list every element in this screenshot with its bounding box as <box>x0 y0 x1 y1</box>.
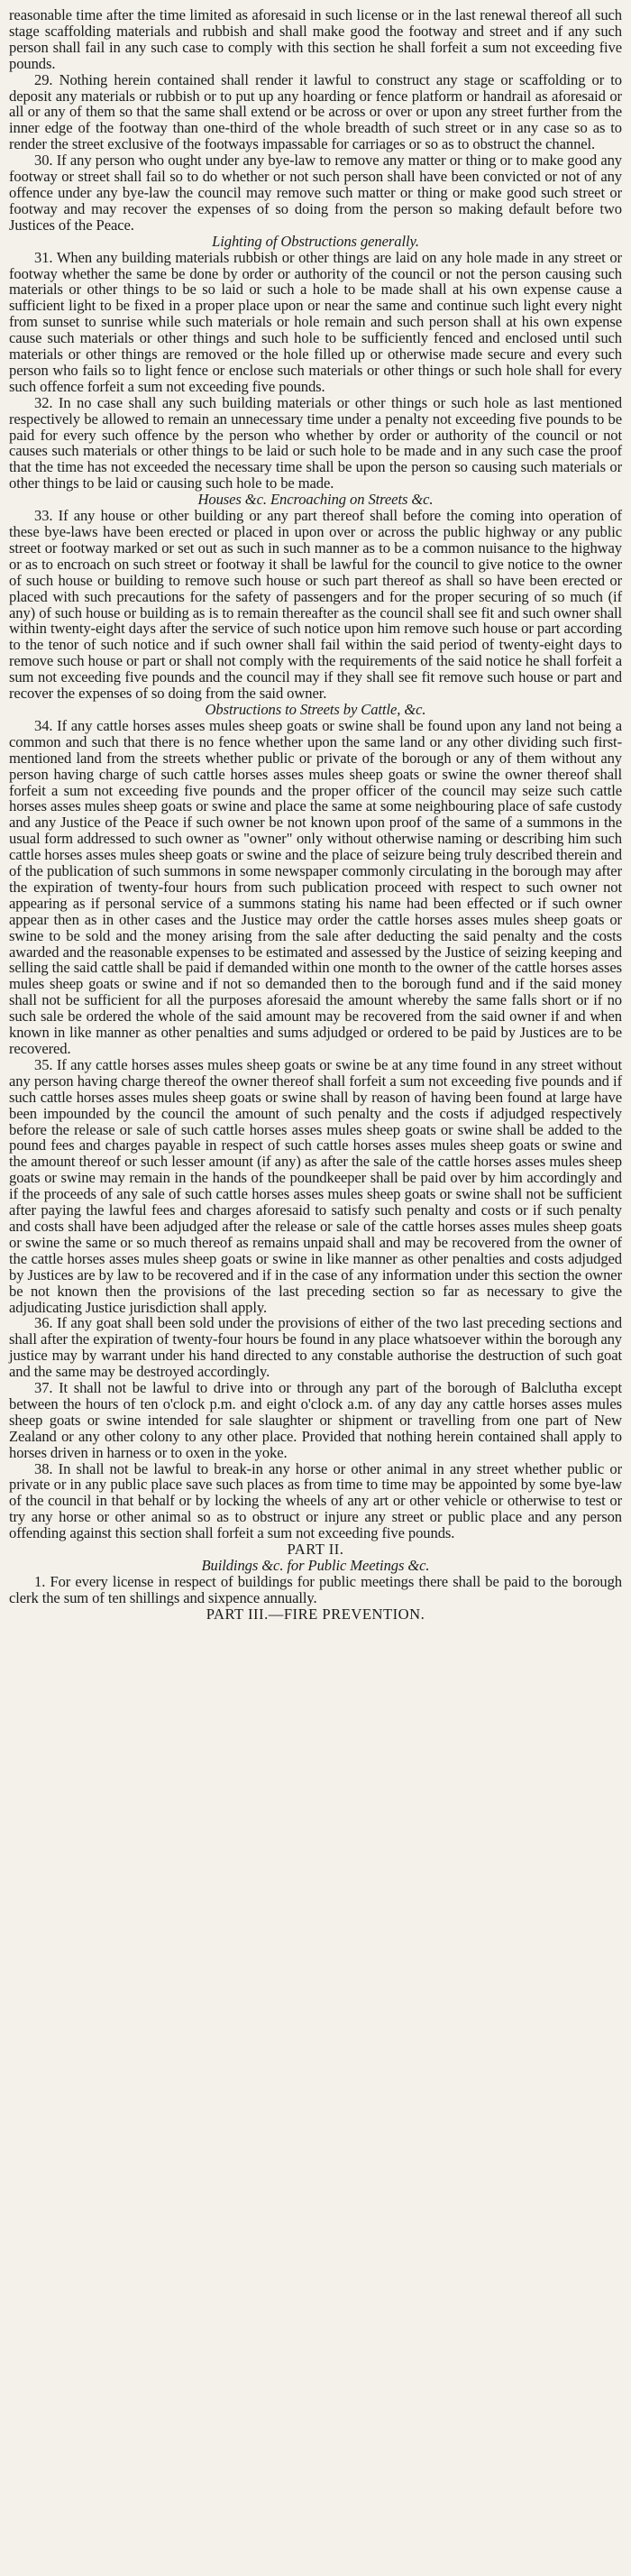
section-heading: Houses &c. Encroaching on Streets &c. <box>197 491 434 509</box>
section-heading: Buildings &c. for Public Meetings &c. <box>201 1557 430 1574</box>
paragraph: 29. Nothing herein contained shall render it lawful to construct any stage or scaffolding or to deposit any materials or rubbish or to put up any hoarding or fence platform or handrail as aforesaid or all or any of them so that the same shall extend or be across or over or upon any street further from the inner edge of the footway than one-third of the whole breadth of such street or in any case so as to render the street exclusive of the footways impassable for carriages or so as to obstruct the channel. <box>9 70 622 153</box>
paragraph: 38. In shall not be lawful to break-in any horse or other animal in any street whether public or private or in any public place save such places as from time to time may be appointed by some bye-law of the council in that behalf or by locking the wheels of any art or other vehicle or otherwise to test or try any horse or other animal so as to obstruct or injure any street or public place and any person offending against this section shall forfeit a sum not exceeding five pounds. <box>9 1459 622 1542</box>
paragraph: 30. If any person who ought under any bye-law to remove any matter or thing or to make good any footway or street shall fail so to do whether or not such person shall have been convicted or not of any offence under any bye-law the council may remove such matter or thing or make good such street or footway and may recover the expenses of so doing from the person so making default before two Justices of the Peace. <box>9 152 622 234</box>
part-heading: PART III.—FIRE PREVENTION. <box>206 1605 425 1623</box>
paragraph-continued: reasonable time after the time limited as aforesaid in such license or in the last renewal thereof all such stage scaffolding materials and rubbish and shall make good the footway and street and if any such person shall fail in any such case to comply with this section he shall forfeit a sum not exceeding five pounds. <box>9 6 622 72</box>
section-heading: Lighting of Obstructions generally. <box>212 232 419 250</box>
paragraph: 35. If any cattle horses asses mules sheep goats or swine be at any time found in any street without any person having charge thereof the owner thereof shall forfeit a sum not exceeding five pounds and if such cattle horses asses mules sheep goats or swine shall by reason of having been found at large have been impounded by the council the amount of such penalty and the costs if adjudged respectively before the release or sale of such cattle horses asses mules sheep goats or swine shall be added to the pound fees and charges payable in respect of such cattle horses asses mules sheep goats or swine and the amount thereof or such lesser amount (if any) as after the sale of the cattle horses asses mules sheep goats or swine may remain in the hands of the poundkeeper shall be paid over by him accordingly and if the proceeds of any sale of such cattle horses asses mules sheep goats or swine shall not be sufficient after paying the lawful fees and charges aforesaid to satisfy such penalty and costs or if such penalty and costs shall have been adjudged after the release or sale of the cattle horses asses mules sheep goats or swine the same or so much thereof as remains unpaid shall and may be recovered from the owner of the cattle horses asses mules sheep goats or swine in like manner as other penalties and costs adjudged by Justices are by law to be recovered and if in the case of any information under this section the owner be not known then the provisions of the last preceding section so far as necessary to give the adjudicating Justice jurisdiction shall apply. <box>9 1055 622 1316</box>
paragraph: 1. For every license in respect of buildings for public meetings there shall be paid to the borough clerk the sum of ten shillings and sixpence annually. <box>9 1572 622 1606</box>
section-heading: Obstructions to Streets by Cattle, &c. <box>205 700 426 718</box>
paragraph: 31. When any building materials rubbish or other things are laid on any hole made in any street or footway whether the same be done by order or authority of the council or not the person causing such materials or other things to be so laid or such a hole to be made shall at his own expense cause a sufficient light to be fixed in a proper place upon or near the same and continue such light every night from sunset to sunrise while such materials or hole remain and such person shall at his own expense cause such materials or other things and such hole to be sufficiently fenced and enclosed until such materials or other things are removed or the hole filled up or otherwise made secure and every such person who fails so to light fence or enclose such materials or other things or such hole shall for every such offence forfeit a sum not exceeding five pounds. <box>9 248 622 395</box>
part-heading: PART II. <box>287 1541 344 1559</box>
paragraph: 32. In no case shall any such building materials or other things or such hole as last mentioned respectively be allowed to remain an unnecessary time under a penalty not exceeding five pounds to be paid for every such offence by the person who whether by order or authority of the council or not causes such materials or other things to be laid or such hole to be made and in any such case the proof that the time has not exceeded the necessary time shall be upon the person so causing such materials or other things to be laid or causing such hole to be made. <box>9 393 622 492</box>
paragraph: 36. If any goat shall been sold under the provisions of either of the two last preceding sections and shall after the expiration of twenty-four hours be found in any place whatsoever within the borough any justice may by warrant under his hand directed to any constable authorise the destruction of such goat and the same may be destroyed accordingly. <box>9 1314 622 1381</box>
paragraph: 34. If any cattle horses asses mules sheep goats or swine shall be found upon any land not being a common and such that there is no fence whether upon the same land or any other dividing such first-mentioned land from the streets whether public or private of the borough or any of them without any person having charge of such cattle horses asses mules sheep goats or swine the owner thereof shall forfeit a sum not exceeding five pounds and the proper officer of the council may seize such cattle horses asses mules sheep goats or swine and place the same at some neighbouring place of safe custody and any Justice of the Peace if such owner be not known upon proof of the same of a summons in the usual form addressed to such owner as "owner" only without otherwise naming or describing him such cattle horses asses mules sheep goats or swine and the place of seizure being truly described therein and of the publication of such summons in some newspaper commonly circulating in the borough may after the expiration of twenty-four hours from such publication proceed with respect to such owner not appearing as if personal service of a summons stating his name had been effected or if such owner appear then as in other cases and the Justice may order the cattle horses asses mules sheep goats or swine to be sold and the money arising from the sale after deducting the said penalty and the costs awarded and the reasonable expenses to be estimated and assessed by the Justice of seizing keeping and selling the said cattle shall be paid if demanded within one month to the owner of the cattle horses asses mules sheep goats or swine and if not so demanded then to the borough fund and if the said money shall not be sufficient for all the purposes aforesaid the amount whereby the same falls short or if no such sale be ordered the whole of the said amount may be recovered from the said owner if and when known in like manner as other penalties and sums adjudged or ordered to be paid by Justices are to be recovered. <box>9 716 622 1057</box>
paragraph: 33. If any house or other building or any part thereof shall before the coming into operation of these bye-laws have been erected or placed in upon over or across the public highway or any public street or footway marked or set out as such in such manner as to be a common nuisance to the highway or as to encroach on such street or footway it shall be lawful for the council to give notice to the owner of such house or building to remove such house or such part thereof as shall so have been erected or placed with such precautions for the safety of passengers and for the proper securing of so much (if any) of such house or building as is to remain thereafter as the council shall see fit and such owner shall within twenty-eight days after the service of such notice upon him remove such house or part according to the tenor of such notice and if such owner shall fail within the said period of twenty-eight days to remove such house or part or shall not comply with the requirements of the said notice he shall forfeit a sum not exceeding five pounds and the council may if they shall see fit remove such house or part and recover the expenses of so doing from the said owner. <box>9 507 622 703</box>
paragraph: 37. It shall not be lawful to drive into or through any part of the borough of Balclutha except between the hours of ten o'clock p.m. and eight o'clock a.m. of any day any cattle horses asses mules sheep goats or swine intended for sale slaughter or shipment or travelling from one part of New Zealand or any other colony to any other place. Provided that nothing herein contained shall apply to horses driven in harness or to oxen in the yoke. <box>9 1379 622 1461</box>
